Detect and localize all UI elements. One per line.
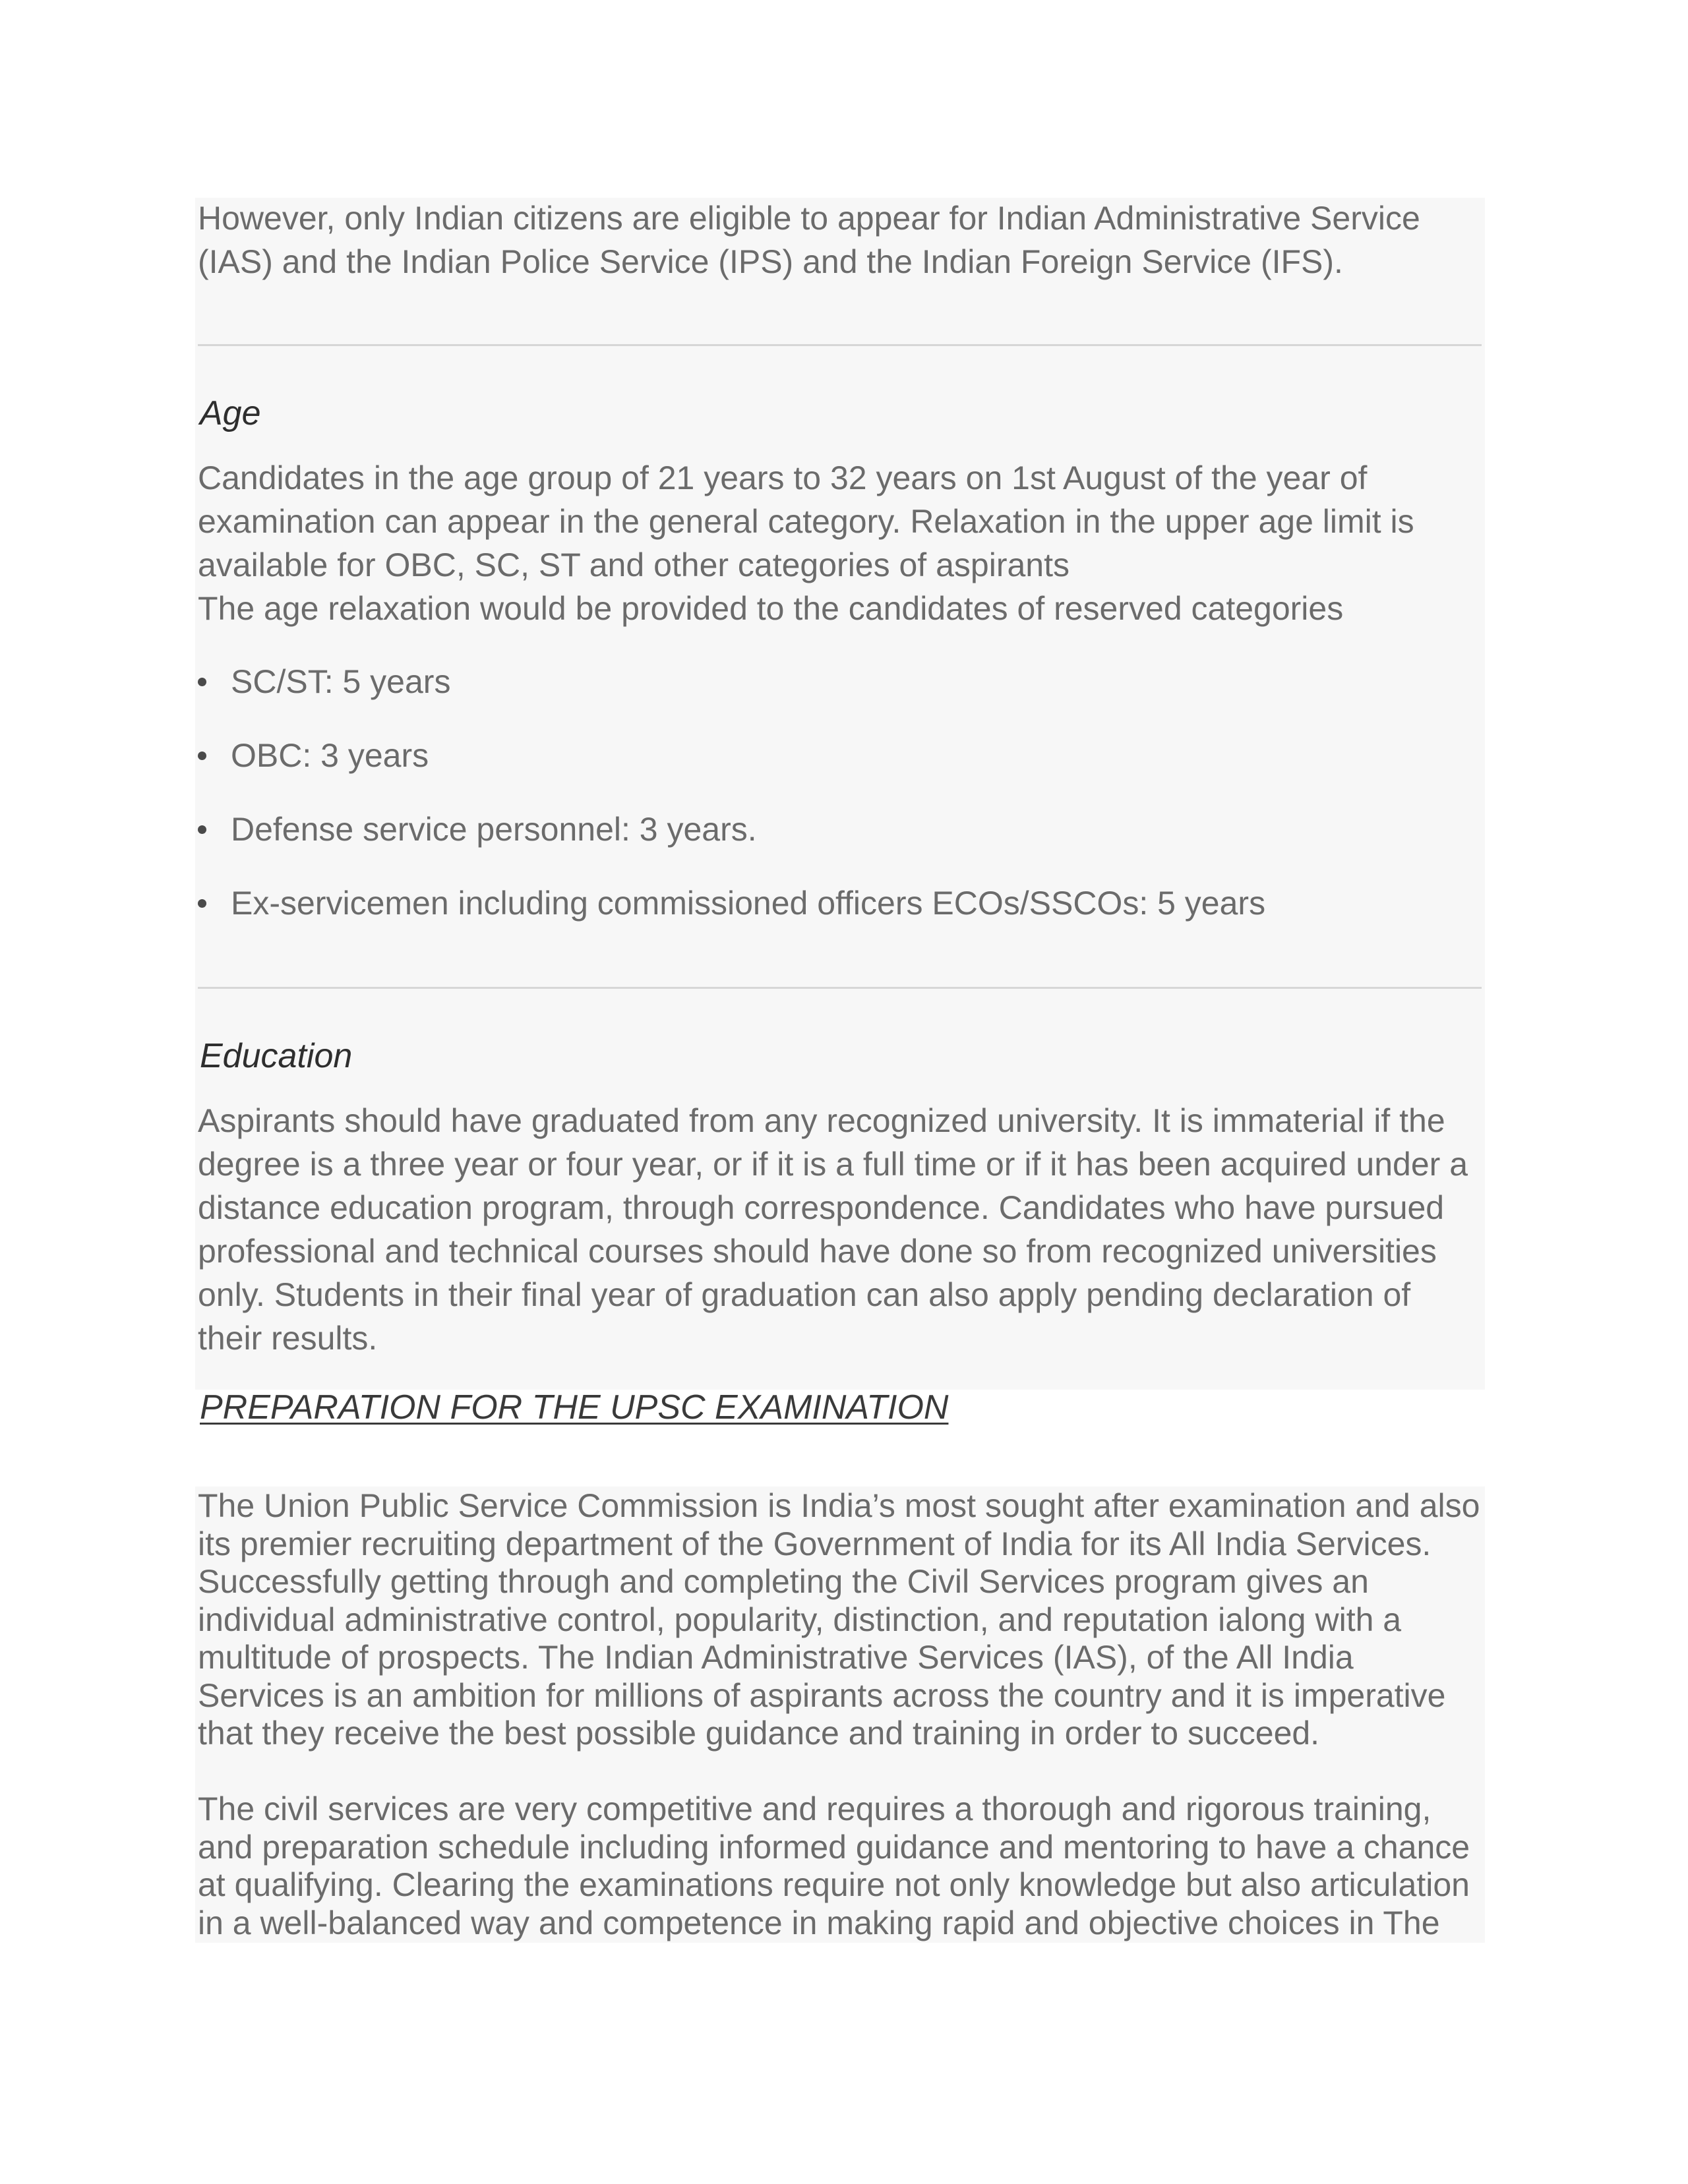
age-heading: Age xyxy=(200,394,261,432)
paragraph-line: available for OBC, SC, ST and other categories of aspirants xyxy=(198,546,1070,583)
list-item-text: Defense service personnel: 3 years. xyxy=(231,811,757,848)
bullet-icon xyxy=(198,752,206,760)
list-item-text: SC/ST: 5 years xyxy=(231,663,451,700)
paragraph-line: multitude of prospects. The Indian Administrative Services (IAS), of the All India xyxy=(198,1639,1354,1676)
preparation-heading: PREPARATION FOR THE UPSC EXAMINATION xyxy=(200,1388,949,1427)
paragraph-line: only. Students in their final year of graduation can also apply pending declaration of xyxy=(198,1276,1411,1313)
bullet-icon xyxy=(198,678,206,686)
preparation-paragraph-1 xyxy=(198,1487,1480,1753)
paragraph-line: at qualifying. Clearing the examinations require not only knowledge but also articulation xyxy=(198,1866,1470,1903)
section-divider xyxy=(198,987,1482,989)
bullet-icon xyxy=(198,825,206,834)
paragraph-line: individual administrative control, popularity, distinction, and reputation ialong with a xyxy=(198,1601,1402,1638)
paragraph-line: (IAS) and the Indian Police Service (IPS) and the Indian Foreign Service (IFS). xyxy=(198,243,1343,280)
paragraph-line: Aspirants should have graduated from any recognized university. It is immaterial if the xyxy=(198,1102,1445,1139)
list-item-text: Ex-servicemen including commissioned officers ECOs/SSCOs: 5 years xyxy=(231,885,1266,922)
paragraph-line: degree is a three year or four year, or if it is a full time or if it has been acquired under a xyxy=(198,1146,1468,1183)
paragraph-line: examination can appear in the general category. Relaxation in the upper age limit is xyxy=(198,503,1414,540)
education-heading: Education xyxy=(200,1037,353,1075)
paragraph-line: professional and technical courses should have done so from recognized universities xyxy=(198,1233,1437,1270)
paragraph-line: Successfully getting through and completing the Civil Services program gives an xyxy=(198,1563,1369,1600)
paragraph-line: their results. xyxy=(198,1320,378,1357)
preparation-paragraph-2 xyxy=(198,1790,1470,1942)
paragraph-line: in a well-balanced way and competence in making rapid and objective choices in The xyxy=(198,1904,1440,1941)
paragraph-line: Candidates in the age group of 21 years to 32 years on 1st August of the year of xyxy=(198,459,1368,496)
paragraph-line: distance education program, through correspondence. Candidates who have pursued xyxy=(198,1189,1445,1226)
section-divider xyxy=(198,344,1482,346)
bullet-icon xyxy=(198,899,206,908)
paragraph-line: that they receive the best possible guidance and training in order to succeed. xyxy=(198,1715,1320,1752)
list-item-text: OBC: 3 years xyxy=(231,737,429,774)
paragraph-line: The age relaxation would be provided to the candidates of reserved categories xyxy=(198,590,1344,627)
paragraph-line: and preparation schedule including informed guidance and mentoring to have a chance xyxy=(198,1828,1470,1866)
paragraph-line: its premier recruiting department of the Government of India for its All India Services. xyxy=(198,1525,1432,1562)
education-paragraph xyxy=(198,1099,1468,1360)
paragraph-line: Services is an ambition for millions of aspirants across the country and it is imperative xyxy=(198,1676,1446,1714)
paragraph-line: The Union Public Service Commission is India’s most sought after examination and also xyxy=(198,1487,1480,1524)
citizenship-paragraph xyxy=(198,196,1420,283)
paragraph-line: However, only Indian citizens are eligible to appear for Indian Administrative Service xyxy=(198,200,1420,237)
paragraph-line: The civil services are very competitive and requires a thorough and rigorous training, xyxy=(198,1790,1432,1827)
age-paragraph xyxy=(198,456,1414,630)
